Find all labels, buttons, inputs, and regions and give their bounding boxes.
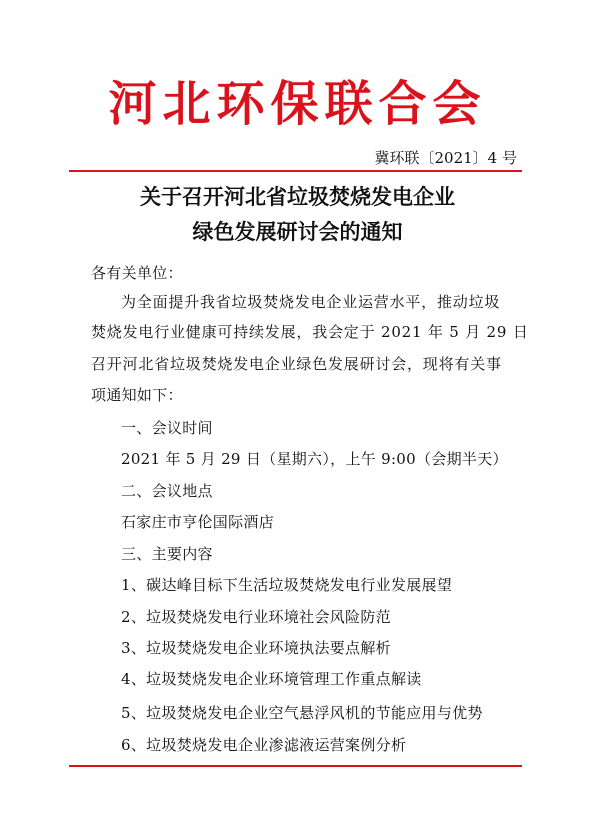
intro-line-1: 为全面提升我省垃圾焚烧发电企业运营水平，推动垃圾 [121,293,501,311]
intro-line-3: 召开河北省垃圾焚烧发电企业绿色发展研讨会，现将有关事 [91,355,502,373]
section-place-value: 石家庄市亨伦国际酒店 [121,513,275,531]
section-place-heading: 二、会议地点 [121,482,213,500]
footer-divider [69,765,522,767]
section-time-heading: 一、会议时间 [121,419,213,437]
content-item: 2、垃圾焚烧发电行业环境社会风险防范 [121,608,391,626]
header-divider [69,170,522,172]
content-item: 3、垃圾焚烧发电企业环境执法要点解析 [121,639,391,657]
notice-title-line-2: 绿色发展研讨会的通知 [192,219,403,244]
content-item: 4、垃圾焚烧发电企业环境管理工作重点解读 [121,670,422,688]
salutation: 各有关单位： [91,264,183,282]
section-content-heading: 三、主要内容 [121,545,213,563]
intro-line-2: 焚烧发电行业健康可持续发展，我会定于 2021 年 5 月 29 日 [91,323,529,341]
intro-line-4: 项通知如下： [91,386,183,404]
organization-header: 河北环保联合会 [108,76,487,132]
section-time-value: 2021 年 5 月 29 日（星期六），上午 9:00（会期半天） [121,450,508,468]
content-item: 5、垃圾焚烧发电企业空气悬浮风机的节能应用与优势 [121,704,483,722]
notice-title-line-1: 关于召开河北省垃圾焚烧发电企业 [140,184,455,209]
content-item: 6、垃圾焚烧发电企业渗滤液运营案例分析 [121,736,407,754]
content-item: 1、碳达峰目标下生活垃圾焚烧发电行业发展展望 [121,576,453,594]
document-number: 冀环联〔2021〕4 号 [374,149,517,167]
